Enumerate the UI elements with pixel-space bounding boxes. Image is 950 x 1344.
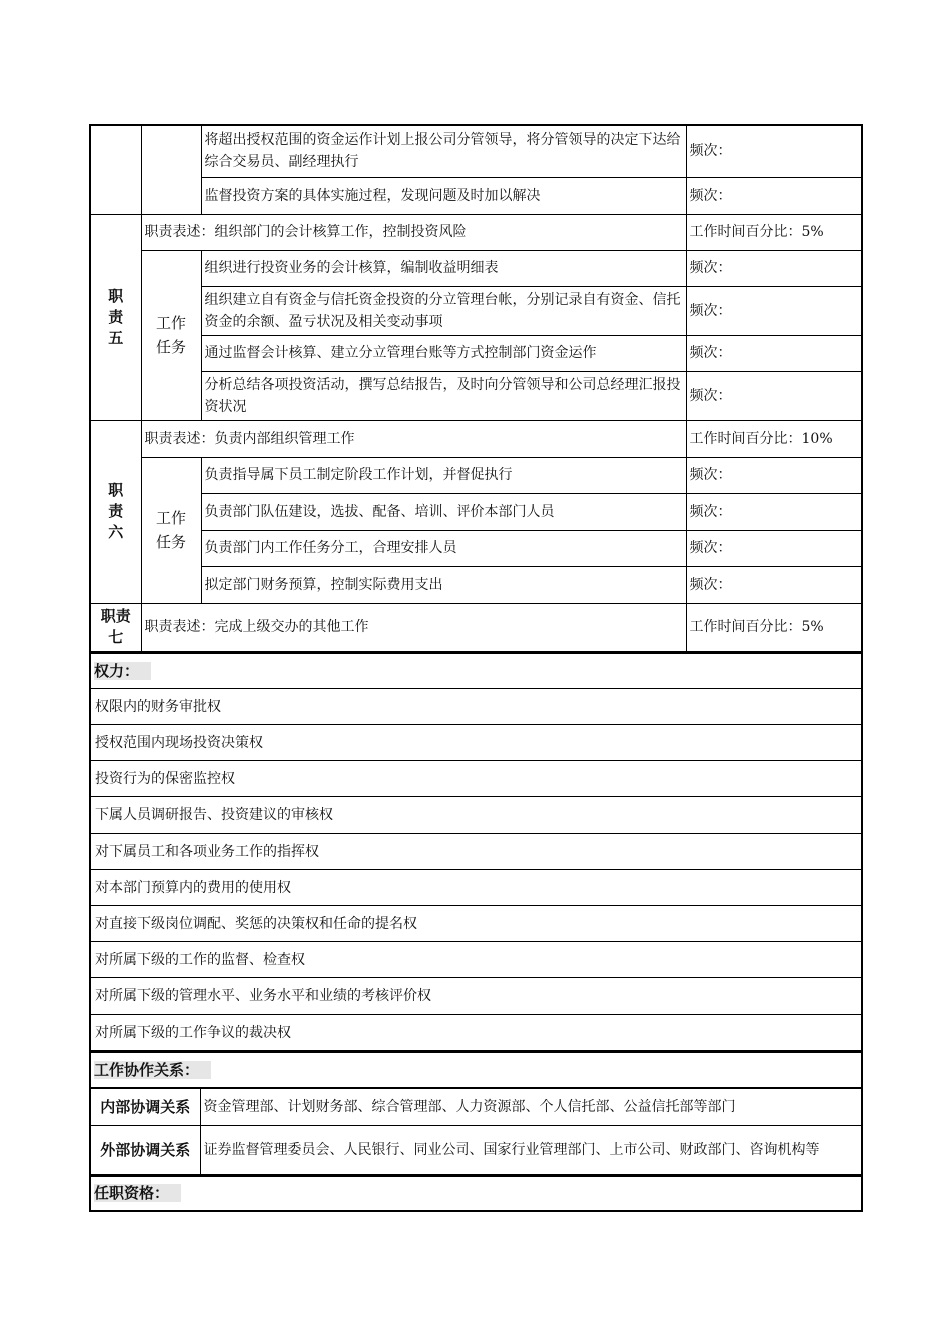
duties-table [89,124,863,652]
table-row [90,530,862,566]
qualifications-heading: 任职资格： [94,1184,181,1202]
power-item: 对下属员工和各项业务工作的指挥权 [90,834,862,870]
power-item: 对本部门预算内的费用的使用权 [90,870,862,906]
task-text: 分析总结各项投资活动，撰写总结报告，及时向分管领导和公司总经理汇报投资状况 [201,371,686,420]
duty5-percent: 工作时间百分比：5% [686,214,862,250]
task-frequency: 频次： [686,250,862,286]
table-row [90,125,862,177]
power-item: 对所属下级的工作争议的裁决权 [90,1015,862,1051]
power-item: 下属人员调研报告、投资建议的审核权 [90,797,862,834]
internal-relations-label: 内部协调关系 [90,1088,200,1125]
external-relations-text: 证券监督管理委员会、人民银行、同业公司、国家行业管理部门、上市公司、财政部门、咨询机构等 [200,1125,862,1174]
table-row [90,250,862,286]
duty5-label: 职 责 五 [90,214,141,420]
task-text: 拟定部门财务预算，控制实际费用支出 [201,566,686,603]
table-row [90,834,862,870]
task-label-cell [141,125,201,214]
table-row [90,906,862,942]
external-relations-label: 外部协调关系 [90,1125,200,1174]
duty6-task-label: 工作 任务 [141,457,201,603]
task-frequency: 频次： [686,177,862,214]
duty-label-cell [90,125,141,214]
task-frequency: 频次： [686,493,862,530]
relations-table [89,1051,863,1175]
power-item: 权限内的财务审批权 [90,689,862,725]
task-frequency: 频次： [686,335,862,371]
table-row [90,214,862,250]
table-row [90,335,862,371]
table-row [90,286,862,335]
table-row [90,457,862,493]
task-text: 通过监督会计核算、建立分立管理台账等方式控制部门资金运作 [201,335,686,371]
task-frequency: 频次： [686,125,862,177]
powers-heading: 权力： [94,662,151,680]
task-frequency: 频次： [686,457,862,493]
task-text: 负责部门内工作任务分工，合理安排人员 [201,530,686,566]
duty6-label: 职 责 六 [90,420,141,603]
duty6-percent: 工作时间百分比：10% [686,420,862,457]
table-row [90,420,862,457]
table-row [90,371,862,420]
duty5-task-label: 工作 任务 [141,250,201,420]
table-row [90,603,862,651]
table-row [90,1015,862,1051]
table-row [90,725,862,761]
task-frequency: 频次： [686,566,862,603]
power-item: 对直接下级岗位调配、奖惩的决策权和任命的提名权 [90,906,862,942]
table-row [90,797,862,834]
duty6-statement: 职责表述：负责内部组织管理工作 [141,420,686,457]
duty7-statement: 职责表述：完成上级交办的其他工作 [141,603,686,651]
qualifications-table [89,1175,863,1212]
table-row [90,653,862,689]
power-item: 授权范围内现场投资决策权 [90,725,862,761]
duty7-percent: 工作时间百分比：5% [686,603,862,651]
table-row [90,1088,862,1125]
powers-table [89,652,863,1052]
table-row [90,1052,862,1088]
task-text: 将超出授权范围的资金运作计划上报公司分管领导，将分管领导的决定下达给综合交易员、副经理执行 [201,125,686,177]
table-row [90,1176,862,1211]
relations-heading: 工作协作关系： [94,1061,211,1079]
table-row [90,689,862,725]
task-text: 负责指导属下员工制定阶段工作计划，并督促执行 [201,457,686,493]
powers-heading-cell [90,653,862,689]
task-text: 负责部门队伍建设，选拔、配备、培训、评价本部门人员 [201,493,686,530]
task-frequency: 频次： [686,371,862,420]
power-item: 对所属下级的管理水平、业务水平和业绩的考核评价权 [90,978,862,1015]
table-row [90,566,862,603]
table-row [90,493,862,530]
relations-heading-cell [90,1052,862,1088]
job-description-page [89,124,861,1212]
table-row [90,942,862,978]
task-text: 监督投资方案的具体实施过程，发现问题及时加以解决 [201,177,686,214]
table-row [90,177,862,214]
duty7-label: 职责 七 [90,603,141,651]
qualifications-heading-cell [90,1176,862,1211]
task-frequency: 频次： [686,530,862,566]
table-row [90,761,862,797]
duty5-statement: 职责表述：组织部门的会计核算工作，控制投资风险 [141,214,686,250]
task-text: 组织进行投资业务的会计核算，编制收益明细表 [201,250,686,286]
internal-relations-text: 资金管理部、计划财务部、综合管理部、人力资源部、个人信托部、公益信托部等部门 [200,1088,862,1125]
table-row [90,870,862,906]
power-item: 投资行为的保密监控权 [90,761,862,797]
task-frequency: 频次： [686,286,862,335]
table-row [90,978,862,1015]
power-item: 对所属下级的工作的监督、检查权 [90,942,862,978]
table-row [90,1125,862,1174]
task-text: 组织建立自有资金与信托资金投资的分立管理台帐，分别记录自有资金、信托资金的余额、盈亏状况及相关变动事项 [201,286,686,335]
